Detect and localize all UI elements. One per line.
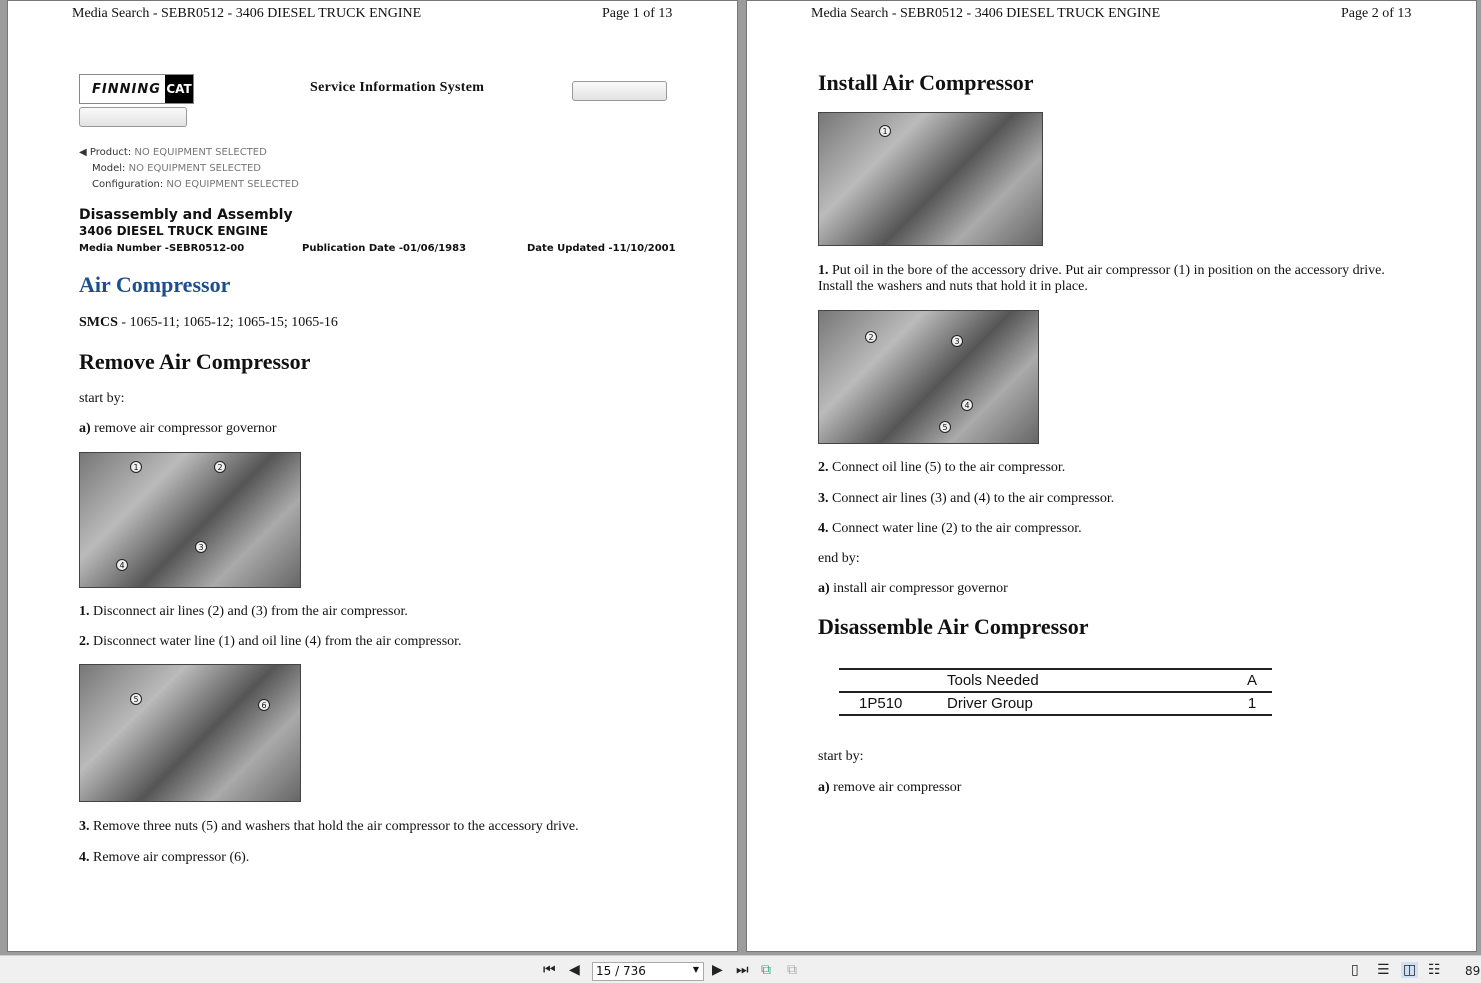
- rotate-page-icon[interactable]: ⧉: [761, 962, 771, 978]
- publication-date: Publication Date -01/06/1983: [302, 243, 467, 254]
- disassemble-heading: Disassemble Air Compressor: [818, 614, 1089, 639]
- page-select[interactable]: 15 / 736 ▼: [592, 962, 704, 981]
- pdf-page-1: [7, 0, 738, 952]
- photo-nuts: 5 6: [79, 664, 301, 802]
- zoom-level[interactable]: 89: [1465, 964, 1481, 978]
- photo-install-compressor: 1: [818, 112, 1043, 246]
- tools-table: [839, 668, 1272, 716]
- install-step-3: 3. Connect air lines (3) and (4) to the air compressor.: [818, 491, 1115, 506]
- end-a: a) install air compressor governor: [818, 581, 1008, 596]
- install-step-2: 2. Connect oil line (5) to the air compressor.: [818, 460, 1066, 475]
- two-page-icon[interactable]: ◫: [1403, 962, 1417, 978]
- two-page-continuous-icon[interactable]: ☷: [1428, 962, 1441, 978]
- end-by: end by:: [818, 551, 860, 566]
- remove-step-2: 2. Disconnect water line (1) and oil line (4) from the air compressor.: [79, 634, 462, 649]
- first-page-icon[interactable]: ⏮: [543, 962, 556, 978]
- doc-type: Disassembly and Assembly: [79, 207, 293, 223]
- pdf-page-2: [746, 0, 1477, 952]
- product-line: ◀ Product: NO EQUIPMENT SELECTED: [79, 147, 267, 158]
- sis-title: Service Information System: [310, 80, 485, 95]
- install-step-1: 1. Put oil in the bore of the accessory drive. Put air compressor (1) in position on the accessory drive.: [818, 263, 1385, 278]
- model-line: Model: NO EQUIPMENT SELECTED: [92, 163, 261, 174]
- page-header-title: Media Search - SEBR0512 - 3406 DIESEL TRUCK ENGINE: [72, 6, 422, 21]
- remove-step-4: 4. Remove air compressor (6).: [79, 850, 250, 865]
- last-page-icon[interactable]: ⏭: [736, 962, 749, 978]
- smcs: SMCS - 1065-11; 1065-12; 1065-15; 1065-16: [79, 315, 338, 330]
- prereq-a: a) remove air compressor governor: [79, 421, 277, 436]
- back-arrow-icon[interactable]: ◀: [79, 147, 90, 158]
- dis-prereq-a: a) remove air compressor: [818, 780, 962, 795]
- table-header-row: Tools Needed A: [839, 669, 1272, 692]
- config-line: Configuration: NO EQUIPMENT SELECTED: [92, 179, 299, 190]
- finning-cat-logo: [79, 74, 194, 104]
- dis-start-by: start by:: [818, 749, 864, 764]
- table-row: 1P510 Driver Group 1: [839, 692, 1272, 715]
- photo-air-lines: 1 2 3 4: [79, 452, 301, 588]
- logo-cat: CAT: [165, 75, 193, 103]
- install-step-1-cont: Install the washers and nuts that hold it in place.: [818, 279, 1088, 294]
- install-step-4: 4. Connect water line (2) to the air compressor.: [818, 521, 1082, 536]
- sis-button[interactable]: [572, 81, 667, 101]
- chevron-down-icon: ▼: [692, 965, 699, 974]
- continuous-page-icon[interactable]: ☰: [1377, 962, 1390, 978]
- photo-install-lines: 2 3 4 5: [818, 310, 1039, 444]
- doc-engine: 3406 DIESEL TRUCK ENGINE: [79, 224, 269, 238]
- install-heading: Install Air Compressor: [818, 70, 1034, 95]
- remove-step-1: 1. Disconnect air lines (2) and (3) from the air compressor.: [79, 604, 408, 619]
- start-by: start by:: [79, 391, 125, 406]
- page-number: Page 2 of 13: [1341, 6, 1412, 21]
- copy-page-icon[interactable]: ⧉: [787, 962, 797, 978]
- viewer-toolbar: [0, 955, 1481, 983]
- page-title: Air Compressor: [79, 272, 231, 297]
- page-header-title: Media Search - SEBR0512 - 3406 DIESEL TRUCK ENGINE: [811, 6, 1161, 21]
- page-number: Page 1 of 13: [602, 6, 673, 21]
- prev-page-icon[interactable]: ◀: [569, 962, 580, 978]
- logo-finning: FINNING: [92, 82, 161, 97]
- next-page-icon[interactable]: ▶: [712, 962, 723, 978]
- remove-step-3: 3. Remove three nuts (5) and washers that hold the air compressor to the accessory drive.: [79, 819, 579, 834]
- media-number: Media Number -SEBR0512-00: [79, 243, 245, 254]
- remove-heading: Remove Air Compressor: [79, 349, 311, 374]
- date-updated: Date Updated -11/10/2001: [527, 243, 676, 254]
- single-page-icon[interactable]: ▯: [1351, 962, 1359, 978]
- nav-button[interactable]: [79, 107, 187, 127]
